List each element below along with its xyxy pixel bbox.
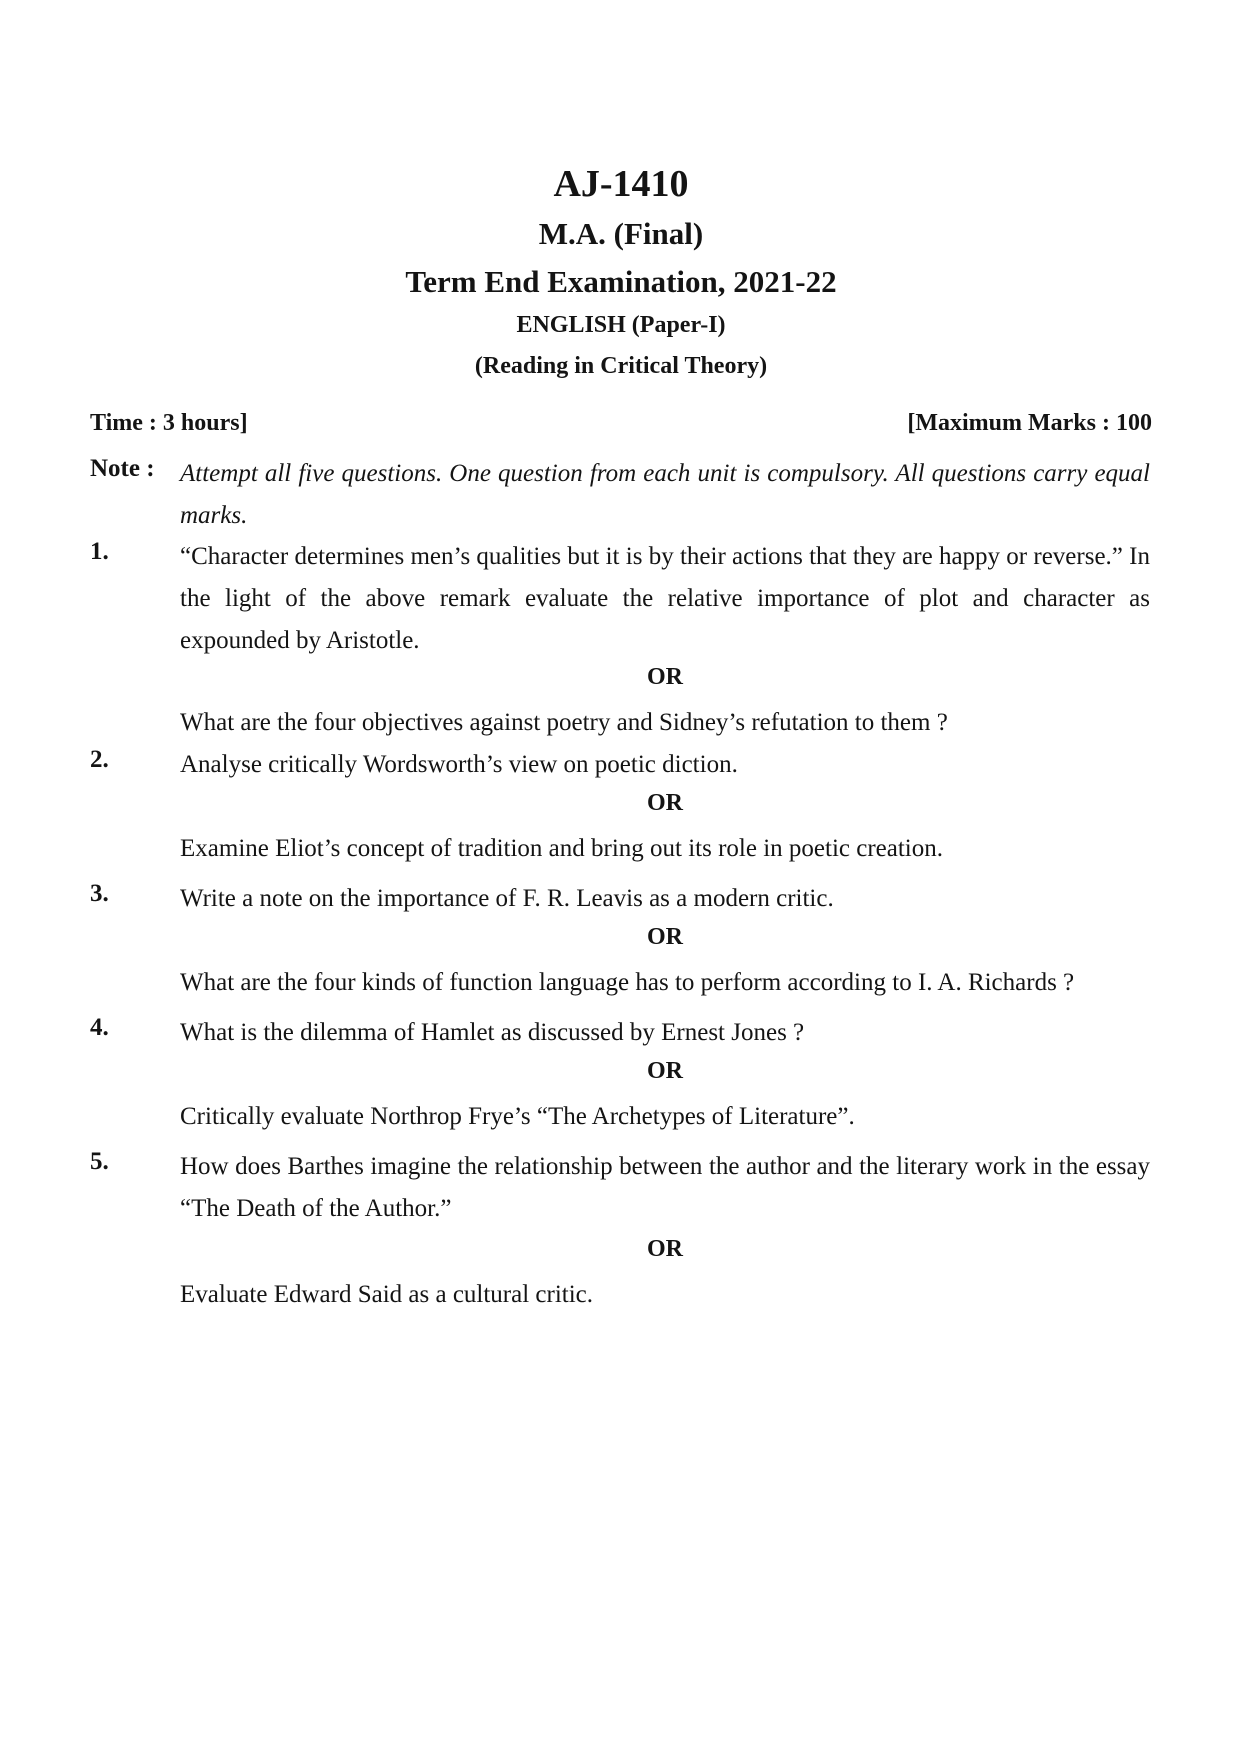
question-2-option-b: Examine Eliot’s concept of tradition and bring out its role in poetic creation. — [180, 835, 943, 862]
or-label: OR — [647, 664, 683, 690]
question-3-number: 3. — [90, 880, 109, 907]
question-4-number: 4. — [90, 1014, 109, 1041]
degree-title: M.A. (Final) — [538, 216, 704, 251]
question-1-option-b: What are the four objectives against poetry and Sidney’s refutation to them ? — [180, 709, 948, 736]
question-1-number: 1. — [90, 538, 109, 565]
maximum-marks: [Maximum Marks : 100 — [907, 410, 1152, 436]
time-allowed: Time : 3 hours] — [90, 410, 248, 436]
exam-title: Term End Examination, 2021-22 — [405, 264, 837, 299]
subject-title: ENGLISH (Paper-I) — [516, 312, 726, 338]
note-text: Attempt all five questions. One question from each unit is compulsory. All questions carry equal marks. — [180, 460, 1150, 529]
question-5-option-b: Evaluate Edward Said as a cultural critic. — [180, 1281, 594, 1308]
question-3-option-a: Write a note on the importance of F. R. Leavis as a modern critic. — [180, 885, 834, 912]
question-2-number: 2. — [90, 746, 109, 773]
paper-title: (Reading in Critical Theory) — [474, 353, 768, 379]
question-1-option-a: “Character determines men’s qualities but it is by their actions that they are happy or reverse.” In the light of the above remark evaluate the relative importance of plot and character as expounded by Aristotle. — [180, 543, 1150, 654]
question-3-option-b: What are the four kinds of function language has to perform according to I. A. Richards ? — [180, 969, 1075, 996]
or-label: OR — [647, 1236, 683, 1262]
or-label: OR — [647, 790, 683, 816]
question-5-number: 5. — [90, 1148, 109, 1175]
question-4-option-b: Critically evaluate Northrop Frye’s “The Archetypes of Literature”. — [180, 1103, 855, 1130]
or-label: OR — [647, 924, 683, 950]
question-4-option-a: What is the dilemma of Hamlet as discussed by Ernest Jones ? — [180, 1019, 805, 1046]
or-label: OR — [647, 1058, 683, 1084]
note-label: Note : — [90, 455, 155, 482]
question-5-option-a: How does Barthes imagine the relationship between the author and the literary work in the essay “The Death of the Author.” — [180, 1153, 1150, 1222]
paper-code: AJ-1410 — [553, 163, 689, 205]
question-2-option-a: Analyse critically Wordsworth’s view on poetic diction. — [180, 751, 738, 778]
